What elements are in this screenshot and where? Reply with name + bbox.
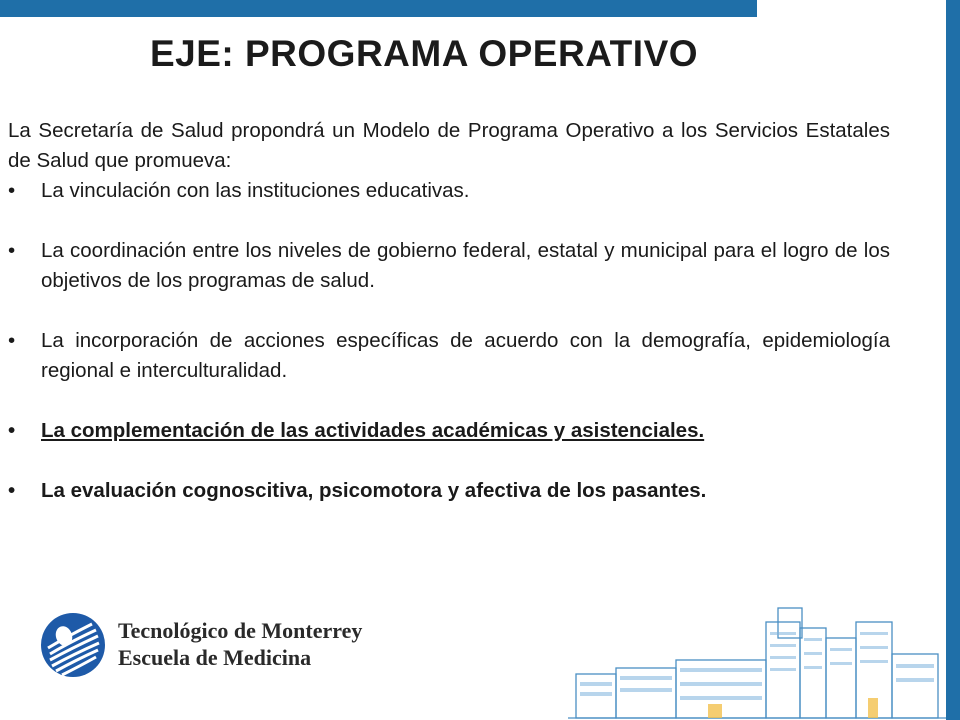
bullet-item (8, 176, 890, 206)
bullet-item (8, 326, 890, 386)
bullet-item (8, 236, 890, 296)
bullet-dot: • (8, 479, 16, 502)
bullet-dot: • (8, 419, 16, 442)
bullet-item (8, 416, 890, 446)
bullet-text: La coordinación entre los niveles de gobierno federal, estatal y municipal para el logro de los objetivos de los programas de salud. (41, 239, 890, 292)
bullet-text: La vinculación con las instituciones educativas. (41, 179, 470, 202)
tec-de-monterrey-logo-icon (40, 612, 106, 678)
bullet-dot: • (8, 329, 16, 352)
bullet-text: La incorporación de acciones específicas de acuerdo con la demografía, epidemiología regional e interculturalidad. (41, 329, 890, 382)
logo-institution-name: Tecnológico de Monterrey (118, 618, 363, 643)
logo-school-name: Escuela de Medicina (118, 645, 312, 670)
institution-logo (40, 612, 363, 682)
top-accent-bar (0, 0, 757, 17)
intro-paragraph: La Secretaría de Salud propondrá un Modelo de Programa Operativo a los Servicios Estatales de Salud que promueva: (8, 119, 890, 172)
bullet-text-underlined: La complementación de las actividades académicas y asistenciales. (41, 419, 705, 442)
bullet-item (8, 476, 890, 506)
bullet-dot: • (8, 239, 16, 262)
slide-body (8, 116, 890, 536)
bullet-text: La evaluación cognoscitiva, psicomotora y afectiva de los pasantes. (41, 479, 707, 502)
slide-title: EJE: PROGRAMA OPERATIVO (149, 33, 699, 74)
hospital-buildings-illustration-icon (568, 598, 946, 720)
right-accent-bar (946, 0, 960, 720)
bullet-list (8, 176, 890, 506)
bullet-dot: • (8, 179, 16, 202)
